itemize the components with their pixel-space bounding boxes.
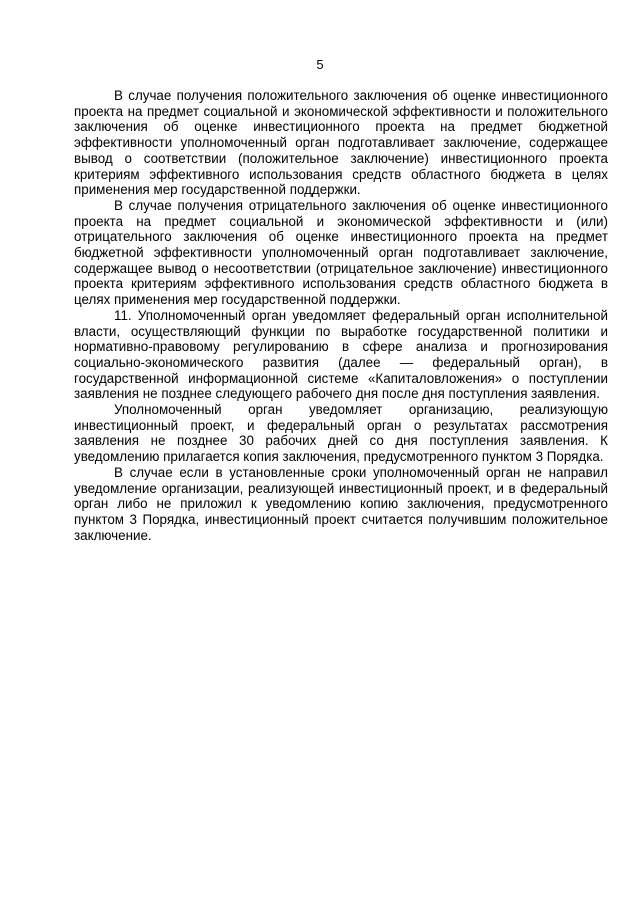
paragraph-deemed-positive: В случае если в установленные сроки уполномоченный орган не направил уведомление организации, реализующей инвестиционный проект, и в федеральный орган либо не приложил к уведомлению копию заключения, предусмотренного пунктом 3 Порядка, инвестиционный проект считается получившим положительное заключение.	[74, 464, 608, 543]
page-number: 5	[316, 57, 324, 72]
document-body	[74, 88, 608, 543]
paragraph-notification: Уполномоченный орган уведомляет организацию, реализующую инвестиционный проект, и федеральный орган о результатах рассмотрения заявления не позднее 30 рабочих дней со дня поступления заявления. К уведомлению прилагается копия заключения, предусмотренного пунктом 3 Порядка.	[74, 402, 608, 465]
paragraph-positive-conclusion: В случае получения положительного заключения об оценке инвестиционного проекта на предмет социальной и экономической эффективности и положительного заключения об оценке инвестиционного проекта на предмет бюджетной эффективности уполномоченный орган подготавливает заключение, содержащее вывод о соответствии (положительное заключение) инвестиционного проекта критериям эффективного использования средств областного бюджета в целях применения мер государственной поддержки.	[74, 88, 608, 198]
paragraph-negative-conclusion: В случае получения отрицательного заключения об оценке инвестиционного проекта на предмет социальной и экономической эффективности и (или) отрицательного заключения об оценке инвестиционного проекта на предмет бюджетной эффективности уполномоченный орган подготавливает заключение, содержащее вывод о несоответствии (отрицательное заключение) инвестиционного проекта критериям эффективного использования средств областного бюджета в целях применения мер государственной поддержки.	[74, 197, 608, 308]
paragraph-item-11: 11. Уполномоченный орган уведомляет федеральный орган исполнительной власти, осуществляющий функции по выработке государственной политики и нормативно-правовому регулированию в сфере анализа и прогнозирования социально-экономического развития (далее — федеральный орган), в государственной информационной системе «Капиталовложения» о поступлении заявления не позднее следующего рабочего дня после дня поступления заявления.	[74, 307, 608, 402]
